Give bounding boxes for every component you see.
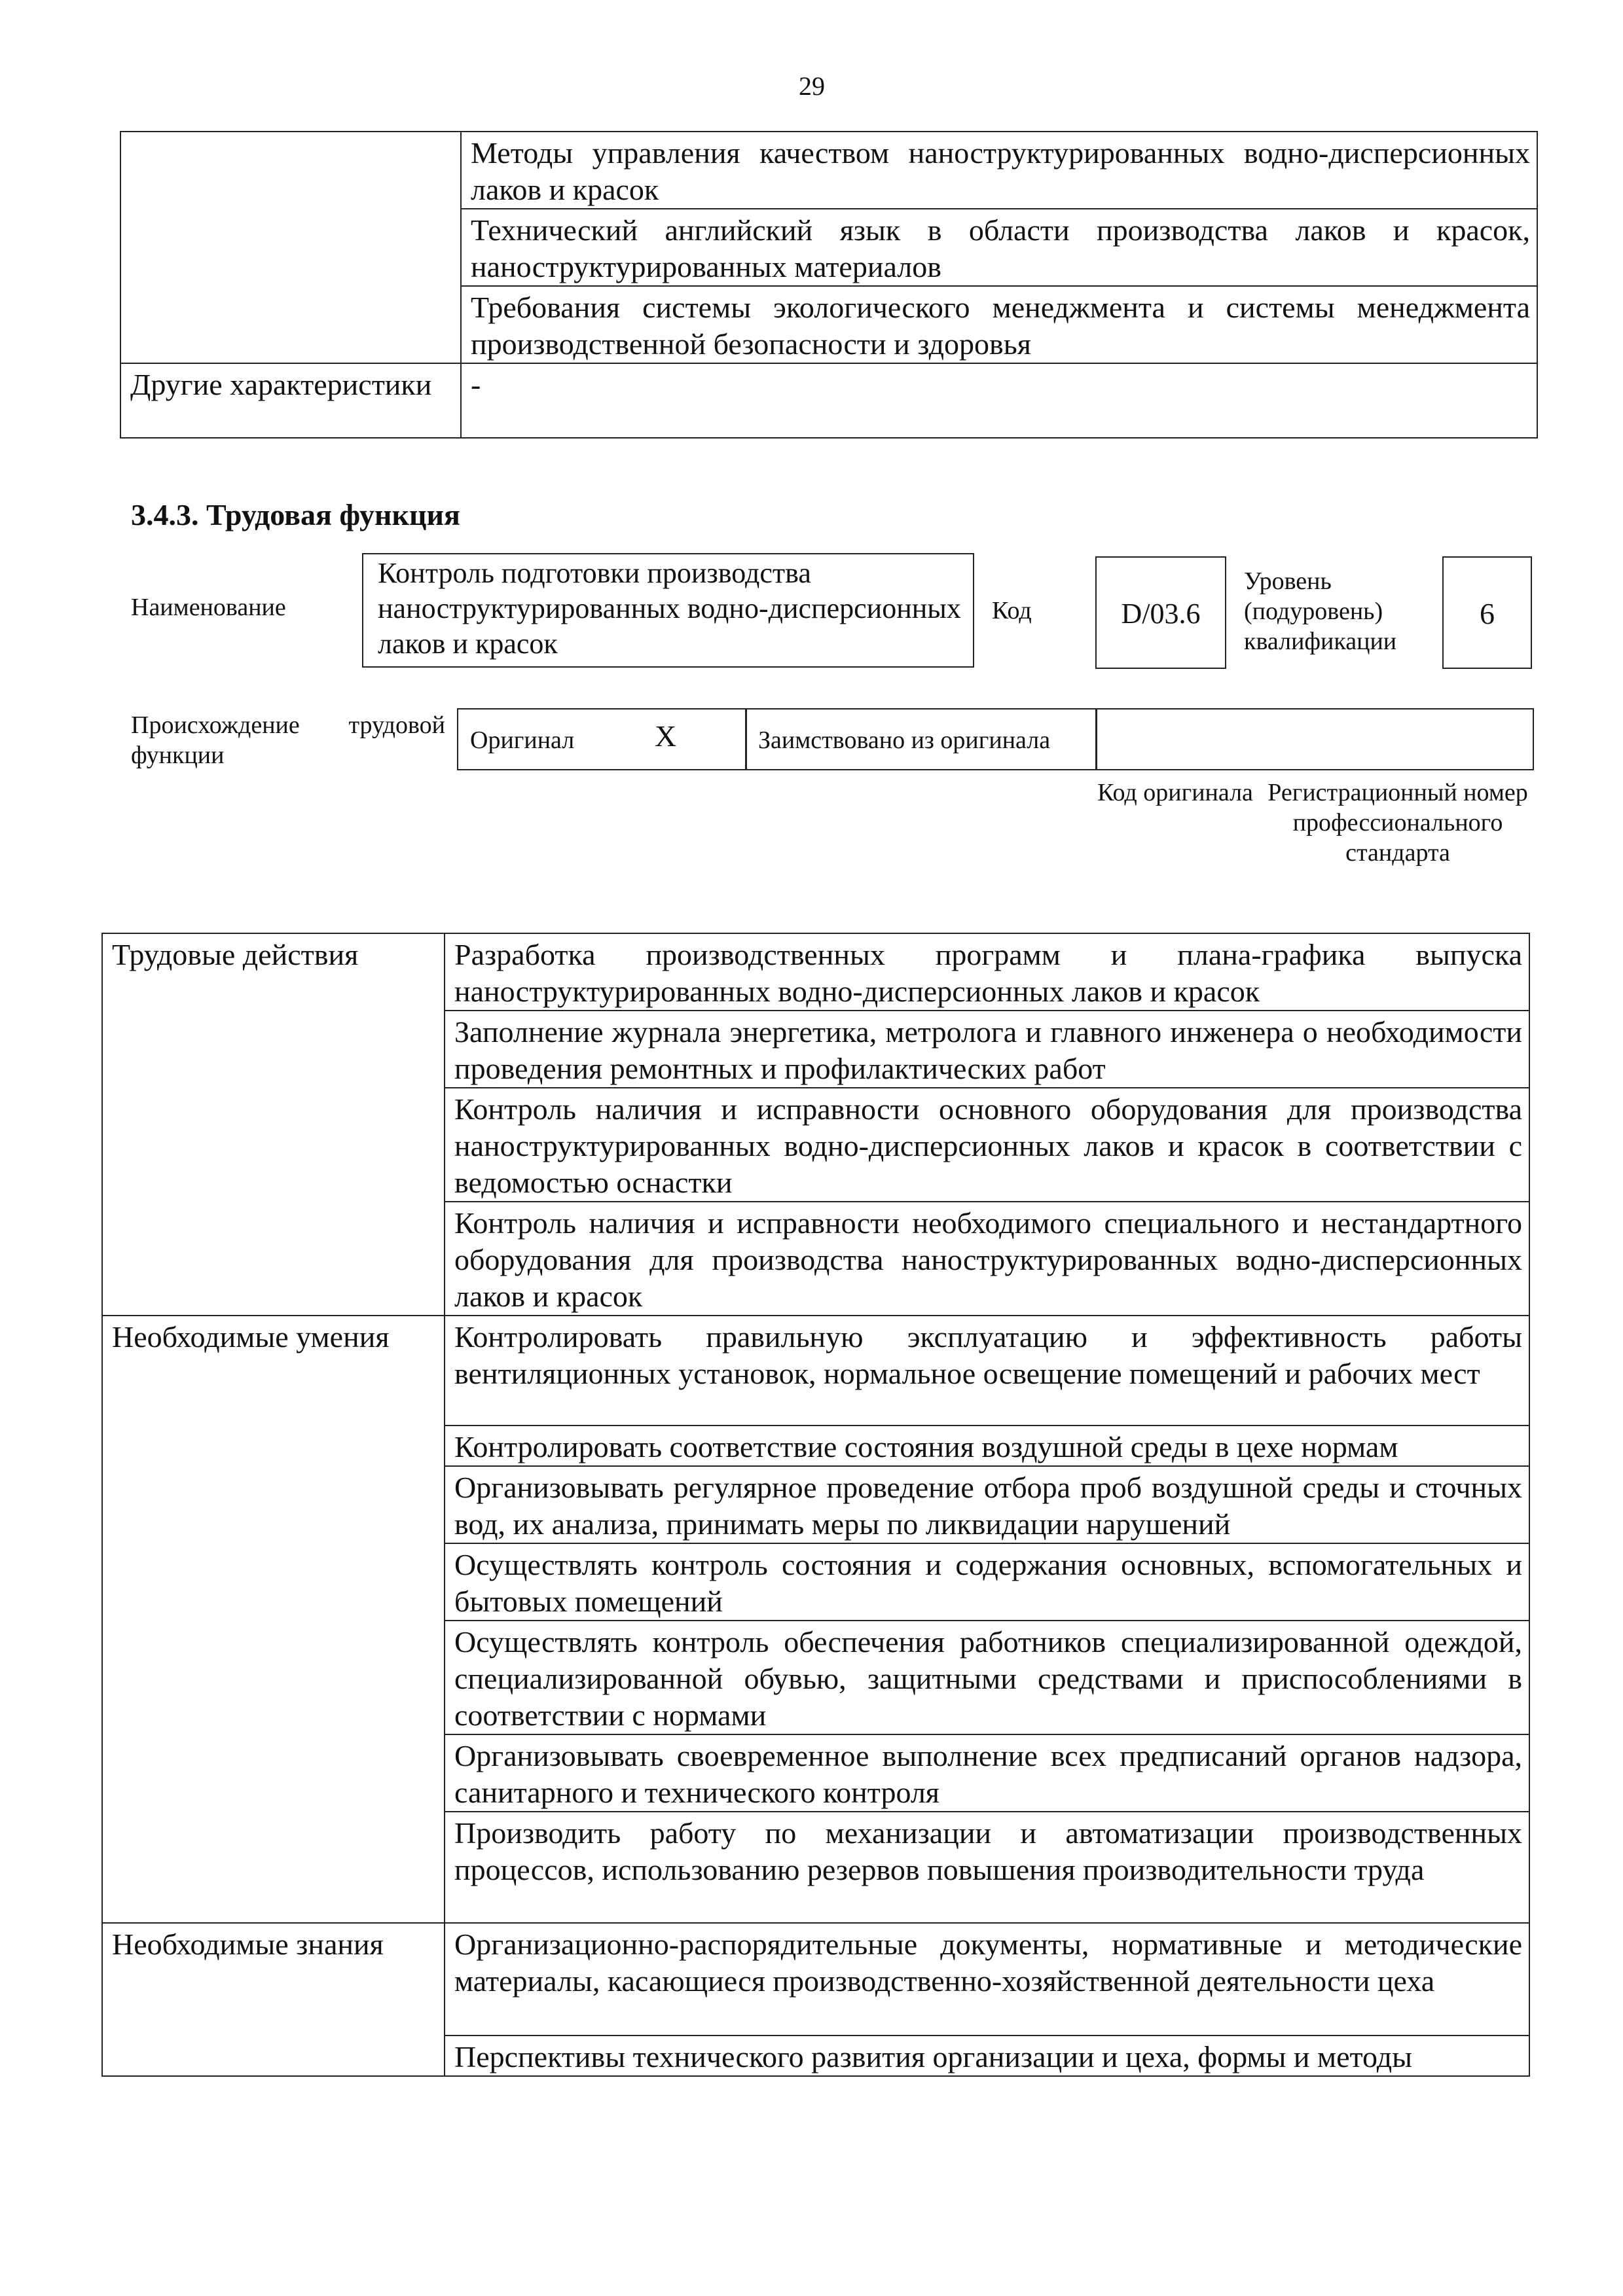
origin-divider: [745, 708, 747, 770]
registration-caption: Регистрационный номер профессионального стандарта: [1267, 779, 1528, 867]
row-label: Необходимые умения: [102, 1316, 445, 1923]
table-row: [102, 1316, 1529, 1426]
table-cell: Разработка производственных программ и плана-графика выпуска наноструктурированных водно-дисперсионных лаков и красок: [445, 933, 1529, 1011]
table-row: [102, 933, 1529, 1011]
row-label: Трудовые действия: [102, 933, 445, 1316]
borrowed-label: Заимствовано из оригинала: [758, 726, 1051, 754]
function-name: Контроль подготовки производства наноструктурированных водно-дисперсионных лаков и красок: [362, 553, 974, 668]
qualification-level: 6: [1442, 556, 1532, 669]
page-number: 29: [799, 71, 825, 101]
table-cell: Производить работу по механизации и автоматизации производственных процессов, использованию резервов повышения производительности труда: [445, 1812, 1529, 1923]
table-cell: Организационно-распорядительные документы, нормативные и методические материалы, касающиеся производственно-хозяйственной деятельности цеха: [445, 1923, 1529, 2036]
origin-label: Происхождение трудовой функции: [131, 711, 445, 769]
table-row: [120, 363, 1537, 438]
table-row: [120, 132, 1537, 209]
origin-divider: [1095, 708, 1097, 770]
table-cell: Осуществлять контроль состояния и содержания основных, вспомогательных и бытовых помещений: [445, 1543, 1529, 1621]
section-heading: 3.4.3. Трудовая функция: [131, 498, 460, 531]
name-label: Наименование: [131, 594, 286, 621]
table-cell: Контролировать правильную эксплуатацию и эффективность работы вентиляционных установок, нормальное освещение помещений и рабочих мест: [445, 1316, 1529, 1426]
code-label: Код: [992, 597, 1032, 624]
row-label: Необходимые знания: [102, 1923, 445, 2076]
table-cell: Организовывать своевременное выполнение всех предписаний органов надзора, санитарного и технического контроля: [445, 1734, 1529, 1812]
function-code: D/03.6: [1095, 556, 1226, 669]
table-cell: Методы управления качеством наноструктурированных водно-дисперсионных лаков и красок: [461, 132, 1537, 209]
top-table: [120, 131, 1538, 439]
row-label: Другие характеристики: [120, 363, 461, 438]
table-cell: Заполнение журнала энергетика, метролога и главного инженера о необходимости проведения ремонтных и профилактических работ: [445, 1011, 1529, 1088]
main-table: [101, 933, 1530, 2077]
table-row: [102, 1923, 1529, 2036]
table-cell: Контроль наличия и исправности основного оборудования для производства наноструктурированных водно-дисперсионных лаков и красок в соответствии с ведомостью оснастки: [445, 1088, 1529, 1202]
table-cell: Перспективы технического развития организации и цеха, формы и методы: [445, 2036, 1529, 2076]
table-cell-empty: [120, 132, 461, 363]
table-cell: Технический английский язык в области производства лаков и красок, наноструктурированных материалов: [461, 209, 1537, 286]
table-cell: Осуществлять контроль обеспечения работников специализированной одеждой, специализированной обувью, защитными средствами и приспособлениями в соответствии с нормами: [445, 1621, 1529, 1734]
code-caption: Код оригинала: [1097, 779, 1253, 806]
table-cell: Контроль наличия и исправности необходимого специального и нестандартного оборудования для производства наноструктурированных водно-дисперсионных лаков и красок: [445, 1202, 1529, 1316]
original-label: Оригинал: [470, 726, 575, 754]
original-mark: X: [655, 719, 677, 753]
table-cell: Контролировать соответствие состояния воздушной среды в цехе нормам: [445, 1426, 1529, 1466]
level-label: Уровень (подуровень) квалификации: [1244, 567, 1397, 655]
table-cell: Требования системы экологического менеджмента и системы менеджмента производственной безопасности и здоровья: [461, 286, 1537, 363]
table-cell: Организовывать регулярное проведение отбора проб воздушной среды и сточных вод, их анализа, принимать меры по ликвидации нарушений: [445, 1466, 1529, 1543]
table-cell: -: [461, 363, 1537, 438]
